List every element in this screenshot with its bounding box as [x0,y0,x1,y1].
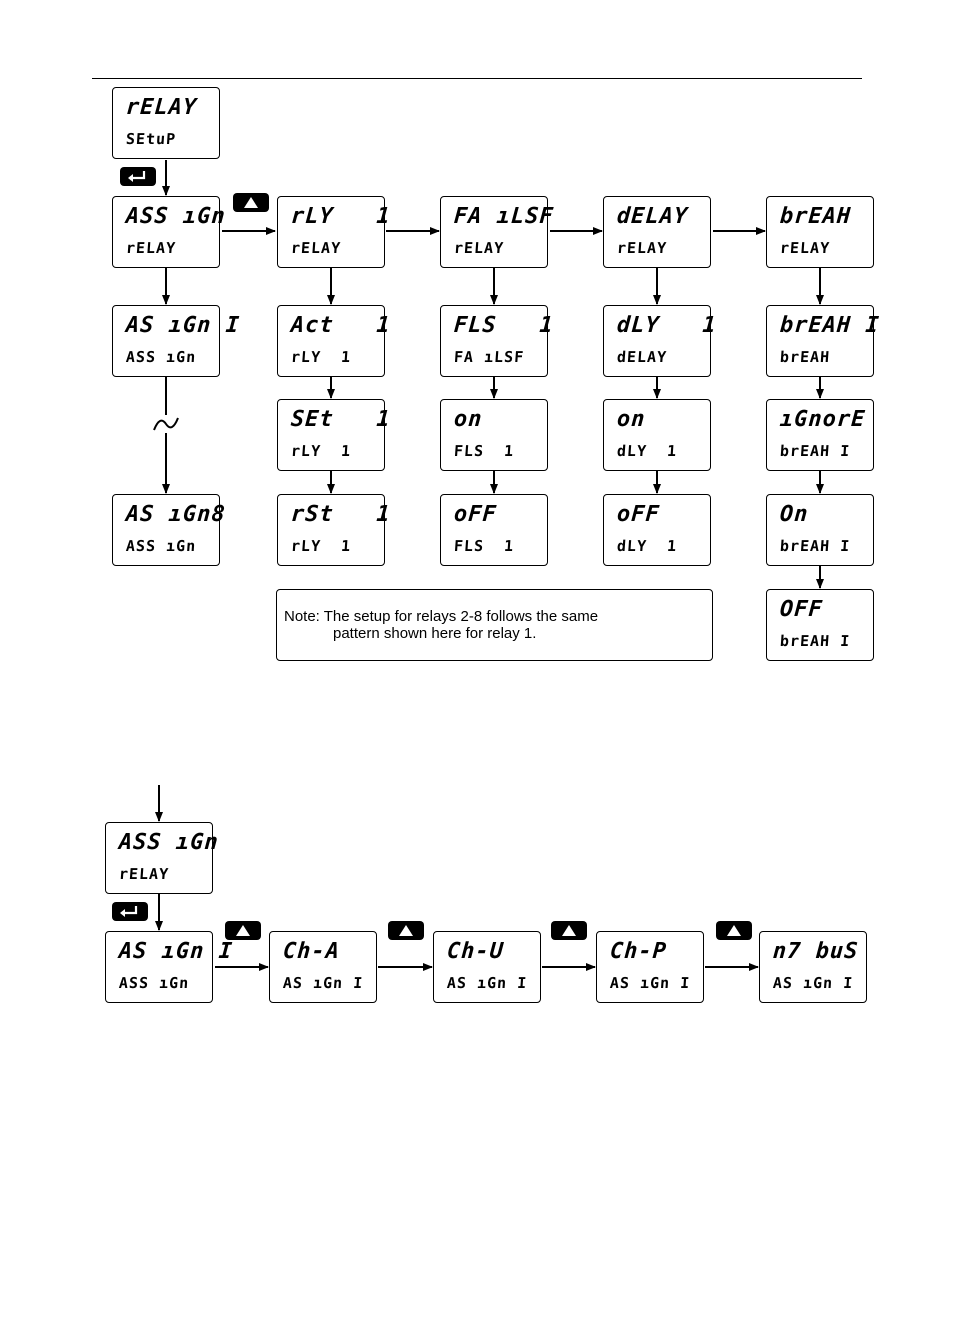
display-line1: FA ıLSF [453,204,555,229]
display-line1: On [779,502,810,527]
display-line1: ASS ıGn [118,830,220,855]
display-box-ch-a [269,931,377,1003]
display-line1: rELAY [125,95,199,120]
display-line1: dLY 1 [616,313,718,338]
display-box-fls1 [440,305,555,377]
display-line2: rLY 1 [290,442,352,460]
display-line2: rELAY [616,239,668,257]
display-line1: Ch-U [446,939,505,964]
display-line2: FLS 1 [453,442,515,460]
display-line2: dLY 1 [616,442,678,460]
display-box-asign1 [112,305,241,377]
display-line1: brEAH I [779,313,881,338]
display-box-break-off [766,589,874,661]
display-line1: oFF [453,502,498,527]
display-line2: dLY 1 [616,537,678,555]
up-button-icon [233,193,269,212]
display-line1: rSt 1 [290,502,392,527]
display-line1: AS ıGn I [118,939,234,964]
display-line2: rELAY [125,239,177,257]
display-box-dly-off [603,494,711,566]
display-line2: AS ıGn I [772,974,854,992]
enter-button-icon [120,167,156,186]
display-box-dly-on [603,399,711,471]
display-box-dly1 [603,305,718,377]
display-box-fls-off [440,494,548,566]
display-box-assign-relay-2 [105,822,220,894]
enter-button-icon [112,902,148,921]
enter-arrow-icon [120,167,156,186]
display-line1: on [616,407,647,432]
display-line2: AS ıGn I [609,974,691,992]
display-box-delay-relay [603,196,711,268]
display-line2: ASS ıGn [125,537,197,555]
display-box-ch-u [433,931,541,1003]
display-line2: brEAH I [779,632,851,650]
display-line2: rELAY [453,239,505,257]
note-box [276,589,713,661]
enter-arrow-icon [112,902,148,921]
display-line2: rELAY [779,239,831,257]
display-line2: brEAH I [779,442,851,460]
display-box-break1 [766,305,881,377]
display-line2: AS ıGn I [446,974,528,992]
display-line1: Act 1 [290,313,392,338]
display-line1: oFF [616,502,661,527]
display-box-relay-setup [112,87,220,159]
display-box-act1 [277,305,392,377]
display-line1: rLY 1 [290,204,392,229]
display-box-set1 [277,399,392,471]
display-line1: Ch-P [609,939,668,964]
display-line1: brEAH [779,204,853,229]
up-triangle-icon [716,921,752,940]
up-button-icon [388,921,424,940]
display-line2: rLY 1 [290,537,352,555]
display-box-fls-on [440,399,548,471]
up-triangle-icon [388,921,424,940]
display-line1: n7 buS [772,939,860,964]
display-line2: dELAY [616,348,668,366]
display-line1: dELAY [616,204,690,229]
display-box-asign8 [112,494,227,566]
display-line1: AS ıGn8 [125,502,227,527]
display-box-rst1 [277,494,392,566]
up-button-icon [716,921,752,940]
up-triangle-icon [225,921,261,940]
display-box-failsf-relay [440,196,555,268]
display-box-break-relay [766,196,874,268]
display-line2: rLY 1 [290,348,352,366]
display-line1: on [453,407,484,432]
display-line1: Ch-A [282,939,341,964]
note-line2: pattern shown here for relay 1. [333,625,537,642]
display-line2: SEtuP [125,130,177,148]
display-box-rly1-relay [277,196,392,268]
display-line2: rELAY [290,239,342,257]
display-box-asign1-2 [105,931,234,1003]
display-line2: brEAH I [779,537,851,555]
display-line2: AS ıGn I [282,974,364,992]
display-line1: FLS 1 [453,313,555,338]
display-line1: ASS ıGn [125,204,227,229]
display-line2: rELAY [118,865,170,883]
note-line1: Note: The setup for relays 2-8 follows the same [284,608,599,625]
display-box-assign-relay [112,196,227,268]
display-line1: AS ıGn I [125,313,241,338]
display-box-modbus [759,931,867,1003]
display-line1: ıGnorE [779,407,867,432]
display-line2: ASS ıGn [118,974,190,992]
up-triangle-icon [551,921,587,940]
display-line2: ASS ıGn [125,348,197,366]
display-box-ignore [766,399,874,471]
up-button-icon [551,921,587,940]
display-line2: FLS 1 [453,537,515,555]
display-box-ch-p [596,931,704,1003]
display-line2: FA ıLSF [453,348,525,366]
up-button-icon [225,921,261,940]
up-triangle-icon [233,193,269,212]
tilde-break-icon [154,418,178,430]
display-line1: OFF [779,597,824,622]
display-line1: SEt 1 [290,407,392,432]
display-line2: brEAH [779,348,831,366]
display-box-break-on [766,494,874,566]
